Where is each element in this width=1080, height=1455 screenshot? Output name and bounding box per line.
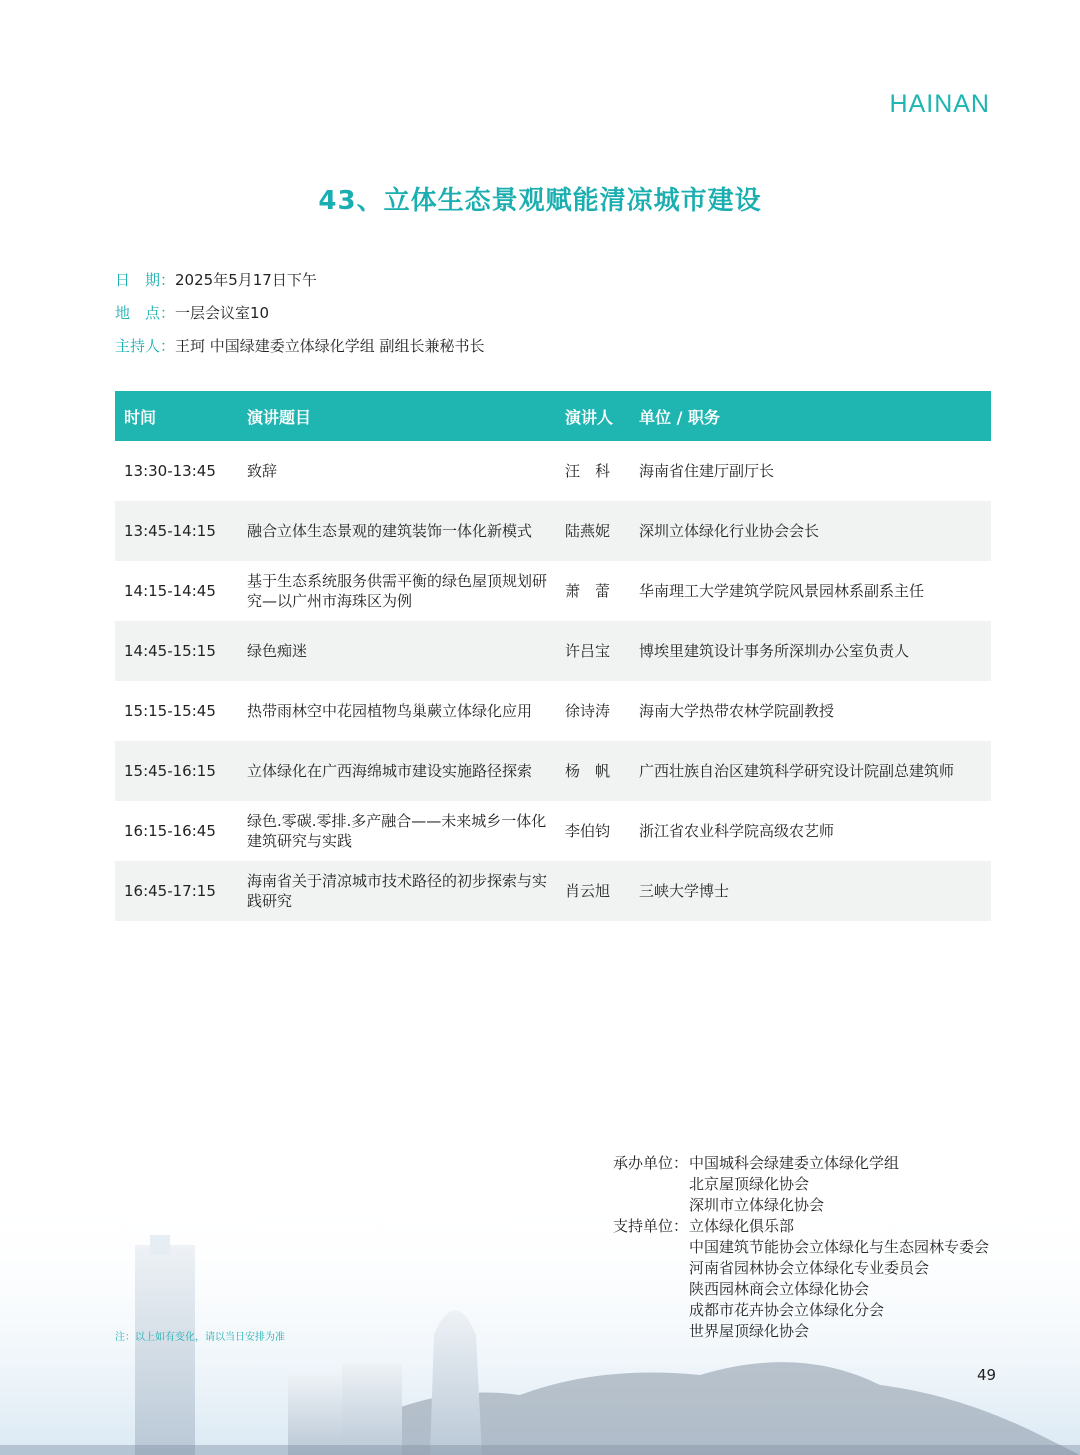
support-organizers (613, 1216, 989, 1342)
table-row (115, 501, 991, 561)
cell-topic: 基于生态系统服务供需平衡的绿色屋顶规划研究—以广州市海珠区为例 (247, 572, 548, 610)
cell-org: 广西壮族自治区建筑科学研究设计院副总建筑师 (639, 741, 991, 801)
list-item: 世界屋顶绿化协会 (689, 1322, 810, 1340)
page-number: 49 (977, 1366, 997, 1384)
cell-org: 博埃里建筑设计事务所深圳办公室负责人 (639, 621, 991, 681)
cell-speaker: 杨 帆 (565, 741, 639, 801)
table-row (115, 621, 991, 681)
table-row (115, 441, 991, 501)
cell-speaker: 李伯钧 (565, 822, 611, 840)
cell-org: 深圳立体绿化行业协会会长 (639, 501, 991, 561)
page-title: 43、立体生态景观赋能清凉城市建设 (318, 186, 762, 216)
cell-org: 海南省住建厅副厅长 (639, 462, 775, 480)
table-header-row (115, 391, 991, 441)
cell-time: 13:45-14:15 (115, 501, 241, 561)
list-item: 河南省园林协会立体绿化专业委员会 (689, 1259, 930, 1277)
host-organizers-label: 承办单位： (613, 1154, 689, 1172)
cell-org: 浙江省农业科学院高级农艺师 (639, 822, 835, 840)
cell-topic: 立体绿化在广西海绵城市建设实施路径探索 (241, 741, 565, 801)
place-value: 一层会议室10 (175, 304, 270, 322)
header-time: 时间 (115, 391, 241, 441)
cell-org: 海南大学热带农林学院副教授 (639, 702, 835, 720)
cell-speaker: 陆燕妮 (565, 501, 639, 561)
support-organizers-label: 支持单位： (613, 1217, 689, 1235)
header-speaker: 演讲人 (565, 391, 639, 441)
cell-time: 15:45-16:15 (115, 741, 241, 801)
cell-speaker: 萧 蕾 (565, 582, 611, 600)
table-row (115, 741, 991, 801)
cell-topic: 海南省关于清凉城市技术路径的初步探索与实践研究 (241, 861, 565, 921)
cell-time: 15:15-15:45 (124, 702, 216, 720)
cell-speaker: 汪 科 (565, 462, 611, 480)
schedule-table (115, 391, 991, 921)
table-row (115, 801, 991, 861)
date-label: 日 期： (115, 271, 176, 289)
list-item: 立体绿化俱乐部 (689, 1217, 795, 1235)
cell-topic: 绿色.零碳.零排.多产融合——未来城乡一体化建筑研究与实践 (247, 812, 547, 850)
host-organizers (613, 1153, 989, 1216)
list-item: 北京屋顶绿化协会 (689, 1175, 810, 1193)
list-item: 中国城科会绿建委立体绿化学组 (689, 1154, 900, 1172)
organizers-block (613, 1153, 989, 1342)
date-row (115, 268, 485, 301)
date-value: 2025年5月17日下午 (175, 271, 317, 289)
cell-org: 三峡大学博士 (639, 861, 991, 921)
cell-time: 14:15-14:45 (124, 582, 216, 600)
table-row (115, 681, 991, 741)
host-row (115, 334, 485, 367)
cell-org: 华南理工大学建筑学院风景园林系副系主任 (639, 582, 925, 600)
cell-time: 16:45-17:15 (115, 861, 241, 921)
header-org: 单位 / 职务 (639, 391, 991, 441)
cell-time: 16:15-16:45 (124, 822, 216, 840)
cell-speaker: 许吕宝 (565, 621, 639, 681)
brand-label: HAINAN (889, 90, 990, 118)
cell-speaker: 徐诗涛 (565, 702, 611, 720)
cell-topic: 融合立体生态景观的建筑装饰一体化新模式 (241, 501, 565, 561)
host-organizers-list (689, 1153, 899, 1216)
list-item: 成都市花卉协会立体绿化分会 (689, 1301, 885, 1319)
cell-topic: 热带雨林空中花园植物鸟巢蕨立体绿化应用 (247, 702, 533, 720)
cell-speaker: 肖云旭 (565, 861, 639, 921)
table-row (115, 561, 991, 621)
cell-time: 14:45-15:15 (115, 621, 241, 681)
cell-topic: 致辞 (247, 462, 278, 480)
place-row (115, 301, 485, 334)
place-label: 地 点： (115, 304, 176, 322)
list-item: 陕西园林商会立体绿化协会 (689, 1280, 870, 1298)
cell-time: 13:30-13:45 (124, 462, 216, 480)
header-topic: 演讲题目 (241, 391, 565, 441)
table-row (115, 861, 991, 921)
host-label: 主持人： (115, 337, 176, 355)
support-organizers-list (689, 1216, 989, 1342)
host-value: 王珂 中国绿建委立体绿化学组 副组长兼秘书长 (175, 337, 485, 355)
footnote: 注：以上如有变化，请以当日安排为准 (115, 1332, 285, 1343)
list-item: 深圳市立体绿化协会 (689, 1196, 825, 1214)
cell-topic: 绿色痴迷 (241, 621, 565, 681)
session-meta (115, 268, 485, 367)
list-item: 中国建筑节能协会立体绿化与生态园林专委会 (689, 1238, 990, 1256)
